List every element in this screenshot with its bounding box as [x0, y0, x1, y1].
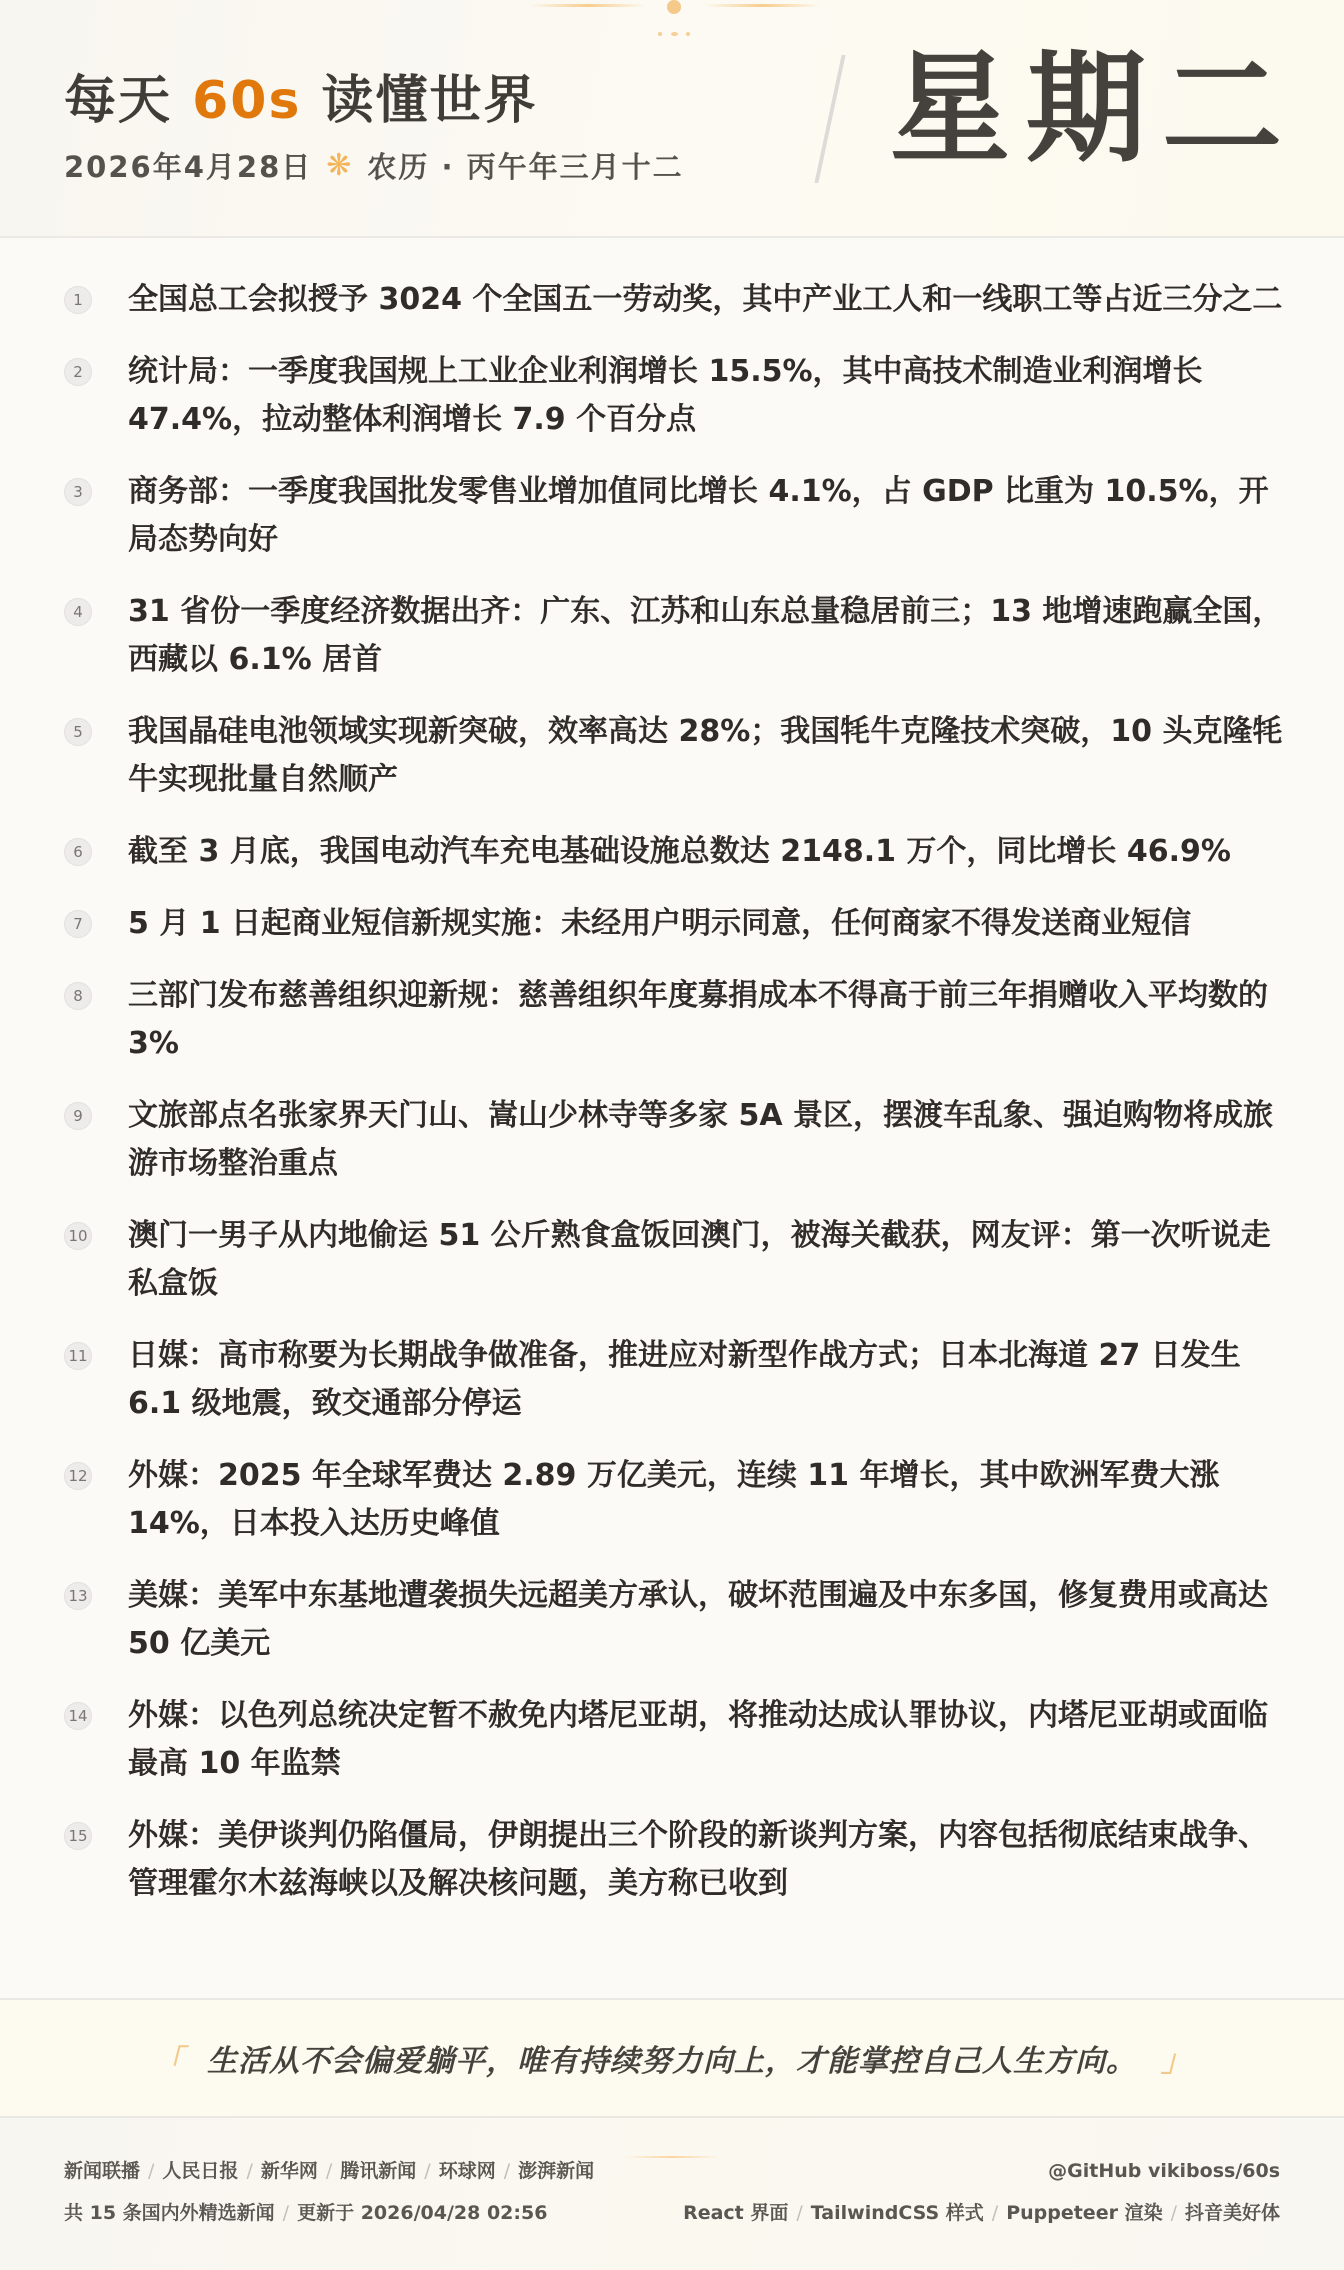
- news-count: 共 15 条国内外精选新闻: [64, 2202, 275, 2224]
- news-item: [0, 1332, 1344, 1428]
- ornament-dot-icon: [667, 0, 681, 14]
- source-item: 环球网: [438, 2160, 496, 2182]
- github-credit: @GitHub vikiboss/60s: [1048, 2160, 1280, 2182]
- footer: [0, 2118, 1344, 2270]
- news-text: 31 省份一季度经济数据出齐：广东、江苏和山东总量稳居前三；13 地增速跑赢全国，西藏以 6.1% 居首: [128, 594, 1283, 677]
- news-index-badge: 11: [64, 1342, 92, 1370]
- news-list: [0, 276, 1344, 1932]
- news-text: 三部门发布慈善组织迎新规：慈善组织年度募捐成本不得高于前三年捐赠收入平均数的 3%: [128, 978, 1268, 1061]
- news-item: [0, 1572, 1344, 1668]
- tech-item: 抖音美好体: [1184, 2202, 1280, 2224]
- news-index-badge: 15: [64, 1822, 92, 1850]
- news-text: 美媒：美军中东基地遭袭损失远超美方承认，破坏范围遍及中东多国，修复费用或高达 50 亿美元: [128, 1578, 1268, 1661]
- separator: /: [246, 2160, 253, 2182]
- news-text: 外媒：2025 年全球军费达 2.89 万亿美元，连续 11 年增长，其中欧洲军费大涨 14%，日本投入达历史峰值: [128, 1458, 1220, 1541]
- separator: /: [503, 2160, 511, 2182]
- tech-item: React 界面: [683, 2202, 789, 2224]
- news-item: [0, 828, 1344, 876]
- source-list: [64, 2158, 594, 2184]
- quote-text: 生活从不会偏爱躺平，唯有持续努力向上，才能掌控自己人生方向。: [207, 2044, 1137, 2079]
- stats-line: [64, 2200, 594, 2226]
- separator: /: [325, 2160, 333, 2182]
- news-index-badge: 7: [64, 910, 92, 938]
- news-text: 全国总工会拟授予 3024 个全国五一劳动奖，其中产业工人和一线职工等占近三分之二: [128, 282, 1283, 317]
- title-accent: 60s: [192, 71, 302, 131]
- slash-divider: [814, 55, 845, 183]
- news-index-badge: 5: [64, 718, 92, 746]
- news-text: 商务部：一季度我国批发零售业增加值同比增长 4.1%，占 GDP 比重为 10.5%，开局态势向好: [128, 474, 1269, 557]
- news-text: 截至 3 月底，我国电动汽车充电基础设施总数达 2148.1 万个，同比增长 46.9%: [128, 834, 1231, 869]
- news-item: [0, 972, 1344, 1068]
- separator: /: [991, 2202, 999, 2224]
- news-index-badge: 6: [64, 838, 92, 866]
- separator: /: [282, 2202, 290, 2224]
- news-index-badge: 3: [64, 478, 92, 506]
- news-index-badge: 13: [64, 1582, 92, 1610]
- news-item: [0, 708, 1344, 804]
- news-text: 文旅部点名张家界天门山、嵩山少林寺等多家 5A 景区，摆渡车乱象、强迫购物将成旅游市场整治重点: [128, 1098, 1273, 1181]
- news-item: [0, 348, 1344, 444]
- news-item: [0, 588, 1344, 684]
- source-item: 腾讯新闻: [340, 2160, 417, 2182]
- source-item: 新华网: [260, 2160, 318, 2182]
- header: [0, 0, 1344, 238]
- news-item: [0, 1692, 1344, 1788]
- news-item: [0, 900, 1344, 948]
- page-title: [64, 58, 538, 133]
- news-text: 统计局：一季度我国规上工业企业利润增长 15.5%，其中高技术制造业利润增长 47.4%，拉动整体利润增长 7.9 个百分点: [128, 354, 1203, 437]
- quote-open-icon: 「: [153, 2044, 183, 2079]
- source-item: 新闻联播: [64, 2160, 141, 2182]
- lunar-date: 农历 · 丙午年三月十二: [367, 150, 684, 184]
- news-index-badge: 12: [64, 1462, 92, 1490]
- news-index-badge: 8: [64, 982, 92, 1010]
- news-index-badge: 4: [64, 598, 92, 626]
- news-text: 外媒：以色列总统决定暂不赦免内塔尼亚胡，将推动达成认罪协议，内塔尼亚胡或面临最高 10 年监禁: [128, 1698, 1268, 1781]
- separator: /: [424, 2160, 431, 2182]
- news-text: 外媒：美伊谈判仍陷僵局，伊朗提出三个阶段的新谈判方案，内容包括彻底结束战争、管理霍尔木兹海峡以及解决核问题，美方称已收到: [128, 1818, 1268, 1901]
- news-index-badge: 2: [64, 358, 92, 386]
- ornament-line-right: [705, 4, 820, 7]
- news-index-badge: 1: [64, 286, 92, 314]
- news-text: 我国晶硅电池领域实现新突破，效率高达 28%；我国牦牛克隆技术突破，10 头克隆牦牛实现批量自然顺产: [128, 714, 1283, 797]
- separator: /: [1170, 2202, 1177, 2224]
- news-text: 日媒：高市称要为长期战争做准备，推进应对新型作战方式；日本北海道 27 日发生 6.1 级地震，致交通部分停运: [128, 1338, 1241, 1421]
- footer-right: [683, 2158, 1280, 2242]
- ornament-line-left: [530, 4, 645, 7]
- ornament-mini-dots: [658, 31, 690, 37]
- separator: /: [796, 2202, 803, 2224]
- updated-time: 更新于 2026/04/28 02:56: [297, 2202, 548, 2224]
- news-item: [0, 468, 1344, 564]
- news-index-badge: 10: [64, 1222, 92, 1250]
- title-prefix: 每天: [64, 71, 193, 131]
- tech-item: TailwindCSS 样式: [810, 2202, 984, 2224]
- footer-left: [64, 2158, 594, 2242]
- news-item: [0, 1452, 1344, 1548]
- source-item: 人民日报: [162, 2160, 239, 2182]
- date-line: [64, 145, 684, 186]
- tech-stack: [683, 2200, 1280, 2226]
- weekday: 星期二: [890, 40, 1298, 179]
- news-text: 5 月 1 日起商业短信新规实施：未经用户明示同意，任何商家不得发送商业短信: [128, 906, 1192, 941]
- top-ornament: [530, 0, 820, 40]
- news-item: [0, 1092, 1344, 1188]
- separator: /: [148, 2160, 155, 2182]
- news-item: [0, 1212, 1344, 1308]
- quote-close-icon: 」: [1161, 2044, 1191, 2079]
- news-text: 澳门一男子从内地偷运 51 公斤熟食盒饭回澳门，被海关截获，网友评：第一次听说走私盒饭: [128, 1218, 1271, 1301]
- daily-quote: [0, 1998, 1344, 2118]
- date: 2026年4月28日: [64, 150, 313, 184]
- news-index-badge: 14: [64, 1702, 92, 1730]
- title-suffix: 读懂世界: [301, 71, 538, 131]
- tech-item: Puppeteer 渲染: [1006, 2202, 1163, 2224]
- news-index-badge: 9: [64, 1102, 92, 1130]
- news-item: [0, 276, 1344, 324]
- source-item: 澎湃新闻: [518, 2160, 595, 2182]
- asterisk-icon: ❋: [326, 148, 354, 183]
- news-item: [0, 1812, 1344, 1908]
